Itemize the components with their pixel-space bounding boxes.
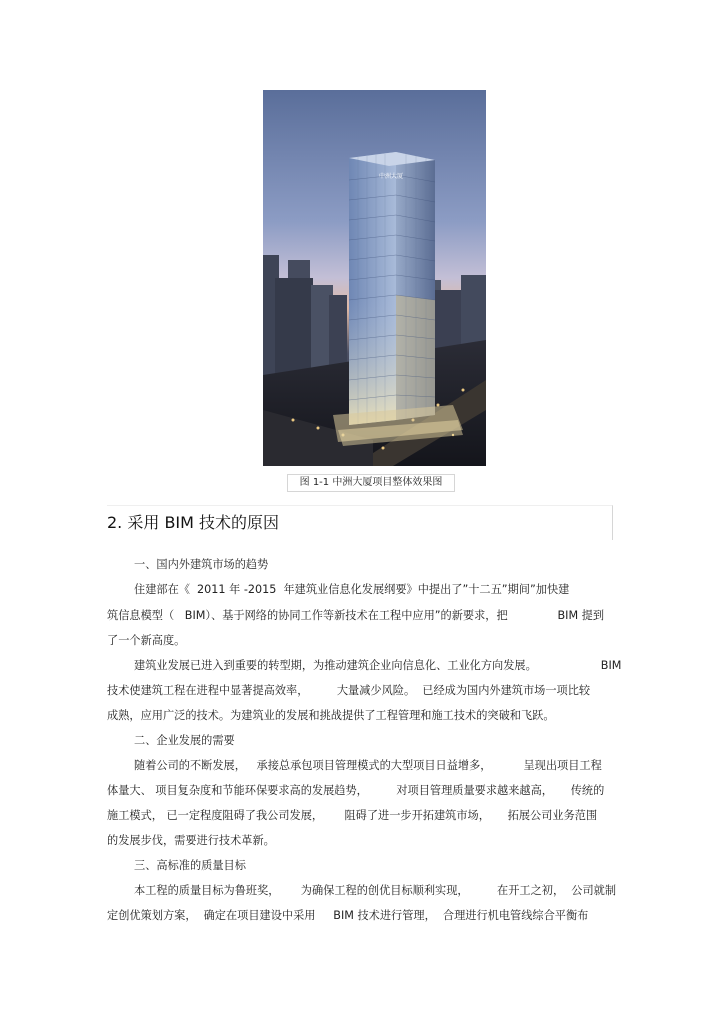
paragraph-line: 筑信息模型（ BIM）、基于网络的协同工作等新技术在工程中应用”的新要求，把 BIM 提到 bbox=[107, 609, 605, 622]
paragraph-line: 本工程的质量目标为鲁班奖， 为确保工程的创优目标顺利实现， 在开工之初， 公司就制 bbox=[134, 884, 617, 897]
paragraph-line: 体量大、 项目复杂度和节能环保要求高的发展趋势， 对项目管理质量要求越来越高， 传统的 bbox=[107, 784, 605, 797]
figure-caption: 图 1-1 中洲大厦项目整体效果图 bbox=[287, 474, 455, 492]
paragraph-line: 的发展步伐，需要进行技术革新。 bbox=[107, 834, 275, 847]
subsection-heading-1: 一、国内外建筑市场的趋势 bbox=[134, 558, 269, 571]
paragraph-line: 技术使建筑工程在进程中显著提高效率， 大量减少风险。 已经成为国内外建筑市场一项比较 bbox=[107, 684, 591, 697]
subsection-heading-2: 二、企业发展的需要 bbox=[134, 734, 235, 747]
paragraph-line: 建筑业发展已进入到重要的转型期，为推动建筑企业向信息化、工业化方向发展。 BIM bbox=[134, 659, 622, 672]
tower-illustration bbox=[263, 90, 486, 466]
subsection-heading-3: 三、高标准的质量目标 bbox=[134, 859, 246, 872]
paragraph-line: 随着公司的不断发展， 承接总承包项目管理模式的大型项目日益增多， 呈现出项目工程 bbox=[134, 759, 602, 772]
tower-sign-text: 中洲大厦 bbox=[379, 173, 404, 180]
paragraph-line: 了一个新高度。 bbox=[107, 634, 186, 647]
paragraph-line: 住建部在《 2011 年 -2015 年建筑业信息化发展纲要》中提出了”十二五”期间”加快建 bbox=[134, 583, 570, 596]
building-rendering-image bbox=[263, 90, 486, 466]
section-heading: 2. 采用 BIM 技术的原因 bbox=[107, 505, 613, 540]
paragraph-line: 成熟，应用广泛的技术。为建筑业的发展和挑战提供了工程管理和施工技术的突破和飞跃。 bbox=[107, 709, 555, 722]
paragraph-line: 施工模式， 已一定程度阻碍了我公司发展， 阻碍了进一步开拓建筑市场， 拓展公司业务范围 bbox=[107, 809, 598, 822]
paragraph-line: 定创优策划方案， 确定在项目建设中采用 BIM 技术进行管理， 合理进行机电管线综合平衡布 bbox=[107, 909, 589, 922]
